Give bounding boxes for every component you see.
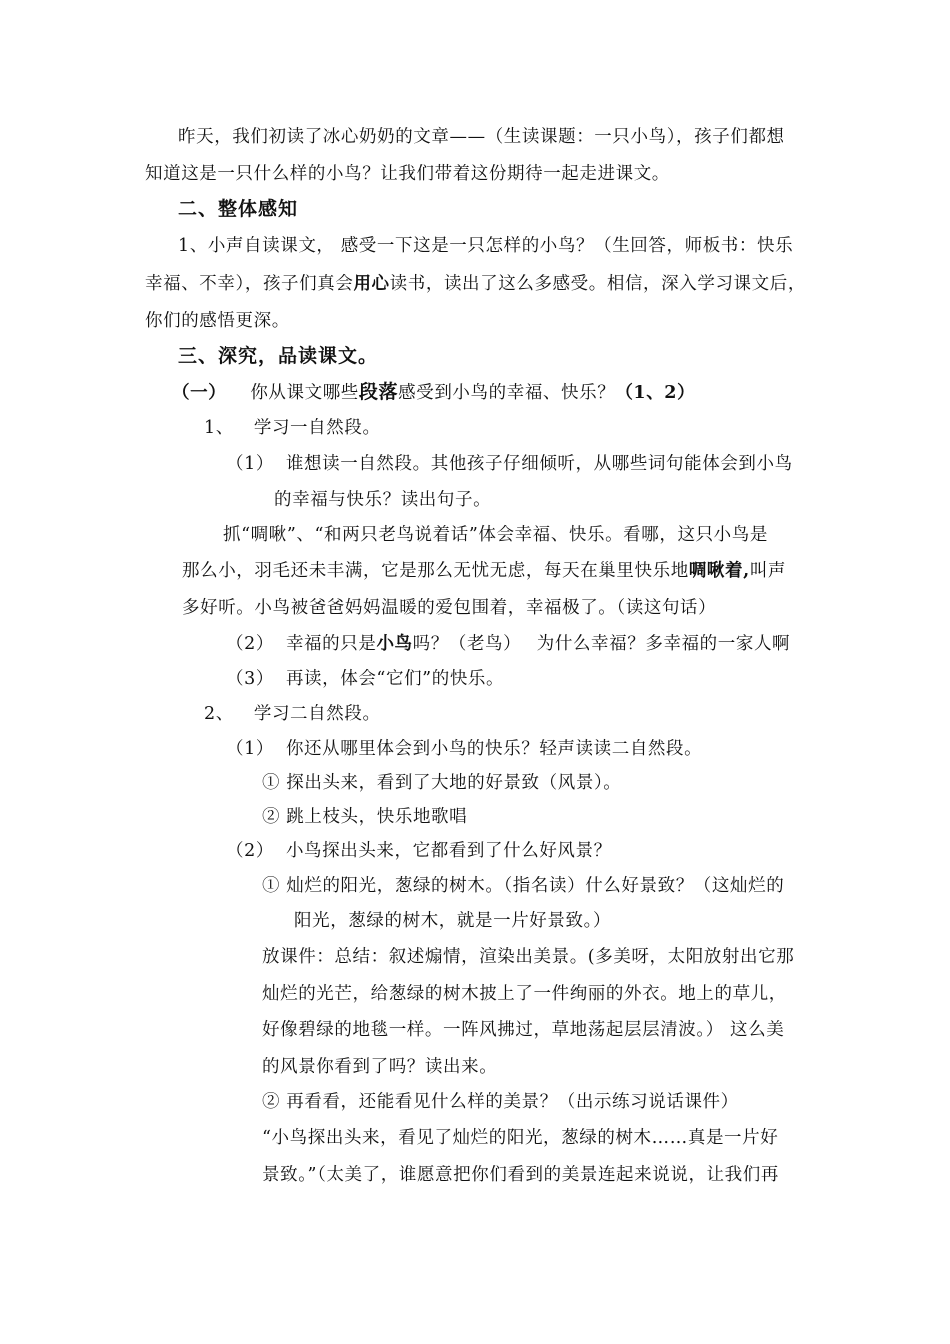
text-span: 感受到小鸟的幸福、快乐？ [398, 383, 616, 403]
item-number: （1） [226, 739, 274, 759]
p2-k-line-2: 灿烂的光芒，给葱绿的树木披上了一件绚丽的外衣。地上的草儿， [262, 984, 787, 1004]
intro-line-1: 昨天，我们初读了冰心奶奶的文章——（生读课题：一只小鸟），孩子们都想 [178, 127, 785, 147]
bold-span: （1、2） [615, 383, 696, 403]
text-span: 那么小，羽毛还未丰满，它是那么无忧无虑，每天在巢里快乐地 [182, 561, 689, 581]
text-span: 你还从哪里体会到小鸟的快乐？轻声读读二自然段。 [285, 739, 703, 759]
p1-para-line-3: 多好听。小鸟被爸爸妈妈温暖的爱包围着，幸福极了。（读这句话） [182, 598, 717, 618]
p2-k-line-3: 好像碧绿的地毯一样。一阵风拂过，草地荡起层层清波。） 这么美 [262, 1020, 785, 1040]
p1-heading [204, 416, 381, 440]
p1-s3-line [226, 667, 504, 691]
section-2-line-3: 你们的感悟更深。 [145, 311, 290, 331]
item-number: （2） [226, 634, 274, 654]
section-3-heading: 三、深究，品读课文。 [178, 345, 379, 367]
bold-span: 啁啾着, [688, 561, 750, 581]
p1-s1-line-2: 的幸福与快乐？读出句子。 [274, 490, 492, 510]
p2-quote-line-2: 景致。”（太美了，谁愿意把你们看到的美景连起来说说，让我们再 [262, 1165, 779, 1185]
p1-s2-line [226, 632, 790, 656]
p1-para-line-2 [182, 559, 786, 583]
section-2-line-2 [145, 272, 806, 296]
p2-heading [204, 702, 381, 726]
text-span: 谁想读一自然段。其他孩子仔细倾听，从哪些词句能体会到小鸟 [285, 454, 793, 474]
p2-d1-line-2: 阳光，葱绿的树木，就是一片好景致。） [294, 911, 612, 931]
text-span: 幸福的只是 [285, 634, 377, 654]
text-span: 再读，体会“它们”的快乐。 [285, 669, 505, 689]
bold-span: 小鸟 [376, 634, 413, 654]
part-label: （一） [172, 383, 227, 403]
p2-d1-line-1: ① 灿烂的阳光，葱绿的树木。（指名读）什么好景致？（这灿烂的 [262, 876, 785, 896]
text-span: 幸福、不幸），孩子们真会 [145, 274, 354, 294]
item-number: （1） [226, 454, 274, 474]
p2-c2: ② 跳上枝头，快乐地歌唱 [262, 807, 468, 827]
p2-s1-line [226, 737, 702, 761]
section-2-heading: 二、整体感知 [178, 198, 299, 220]
p1-para-line-1: 抓“啁啾”、“和两只老鸟说着话”体会幸福、快乐。看哪，这只小鸟是 [223, 525, 768, 545]
p2-s2-line [226, 839, 612, 863]
p2-d2-line: ② 再看看，还能看见什么样的美景？（出示练习说话课件） [262, 1092, 739, 1112]
p2-quote-line-1: “小鸟探出头来，看见了灿烂的阳光，葱绿的树木……真是一片好 [262, 1128, 779, 1148]
text-span: 你从课文哪些 [250, 383, 359, 403]
p2-k-line-4: 的风景你看到了吗？读出来。 [262, 1057, 498, 1077]
item-number: （3） [226, 669, 274, 689]
bold-span: 用心 [353, 274, 390, 294]
item-title: 学习一自然段。 [253, 418, 381, 438]
item-number: 1、 [204, 418, 234, 438]
item-number: （2） [226, 841, 274, 861]
intro-line-2: 知道这是一只什么样的小鸟？让我们带着这份期待一起走进课文。 [145, 164, 670, 184]
text-span: 叫声 [749, 561, 787, 581]
section-2-line-1: 1、小声自读课文， 感受一下这是一只怎样的小鸟？（生回答，师板书：快乐 [178, 236, 794, 256]
p2-k-line-1: 放课件：总结：叙述煽情，渲染出美景。(多美呀，太阳放射出它那 [262, 947, 795, 967]
item-title: 学习二自然段。 [253, 704, 381, 724]
p1-s1-line-1 [226, 452, 793, 476]
text-span: 吗？（老鸟） 为什么幸福？多幸福的一家人啊 [412, 634, 791, 654]
p2-c1: ① 探出头来，看到了大地的好景致（风景）。 [262, 773, 622, 793]
part-1-question [172, 380, 695, 405]
text-span: 读书，读出了这么多感受。相信，深入学习课文后， [389, 274, 806, 294]
item-number: 2、 [204, 704, 234, 724]
bold-span: 段落 [358, 381, 399, 403]
text-span: 小鸟探出头来，它都看到了什么好风景？ [285, 841, 612, 861]
